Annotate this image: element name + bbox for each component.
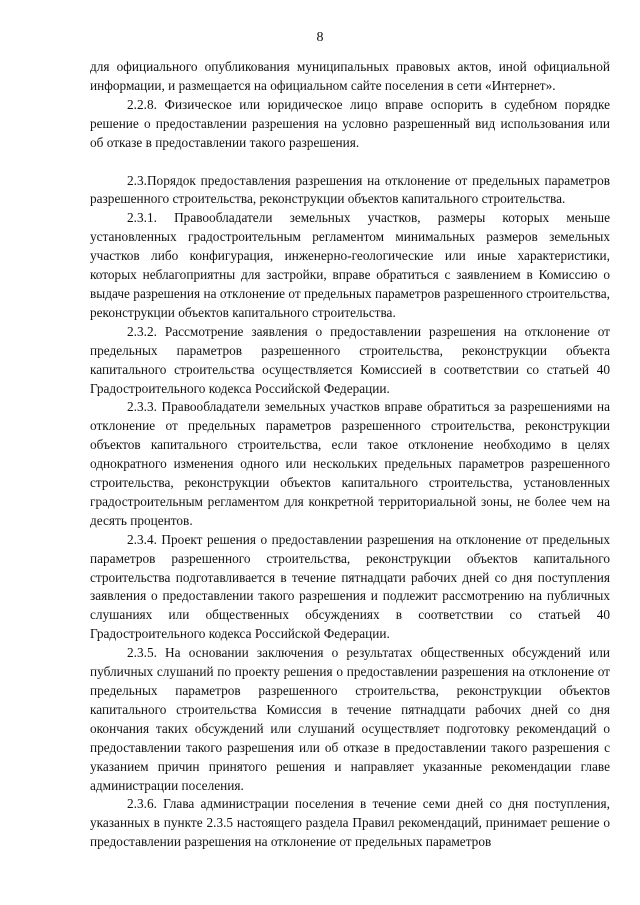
- paragraph-2-3-4: 2.3.4. Проект решения о предоставлении разрешения на отклонение от предельных параметров разрешенного строительства, реконструкции объектов капитального строительства подготавливается в течение пятнадцати рабочих дней со дня поступления заявления о предоставлении такого разрешения и подлежит рассмотрению на публичных слушаниях или общественных обсуждениях в соответствии со статьей 40 Градостроительного кодекса Российской Федерации.: [90, 531, 610, 642]
- page-number: 8: [316, 30, 324, 45]
- section-heading-2-3: 2.3.Порядок предоставления разрешения на отклонение от предельных параметров разрешенного строительства, реконструкции объектов капитального строительства.: [90, 172, 610, 207]
- paragraph-2-2-8: 2.2.8. Физическое или юридическое лицо вправе оспорить в судебном порядке решение о предоставлении разрешения на условно разрешенный вид использования или об отказе в предоставлении такого разрешения.: [90, 96, 610, 150]
- document-body: [90, 58, 610, 852]
- paragraph-2-3-5: 2.3.5. На основании заключения о результатах общественных обсуждений или публичных слушаний по проекту решения о предоставлении разрешения на отклонение от предельных параметров разрешенного строительства, реконструкции объектов капитального строительства Комиссия в течение пятнадцати рабочих дней со дня окончания таких обсуждений или слушаний осуществляет подготовку рекомендаций о предоставлении такого разрешения или об отказе в предоставлении такого разрешения с указанием причин принятого решения и направляет указанные рекомендации главе администрации поселения.: [90, 645, 610, 793]
- paragraph-2-3-2: 2.3.2. Рассмотрение заявления о предоставлении разрешения на отклонение от предельных параметров разрешенного строительства, реконструкции объекта капитального строительства осуществляется Комиссией в соответствии со статьей 40 Градостроительного кодекса Российской Федерации.: [90, 323, 610, 396]
- paragraph-2-3-3: 2.3.3. Правообладатели земельных участков вправе обратиться за разрешениями на отклонение от предельных параметров разрешенного строительства, реконструкции объектов капитального строительства, если такое отклонение необходимо в целях однократного изменения одного или нескольких предельных параметров разрешенного строительства, реконструкции объектов капитального строительства, установленных градостроительным регламентом для конкретной территориальной зоны, не более чем на десять процентов.: [90, 399, 610, 528]
- paragraph-continuation: для официального опубликования муниципальных правовых актов, иной официальной информации, и размещается на официальном сайте поселения в сети «Интернет».: [90, 59, 610, 93]
- paragraph-2-3-1: 2.3.1. Правообладатели земельных участков, размеры которых меньше установленных градостроительным регламентом минимальных размеров земельных участков либо конфигурация, инженерно-геологические или иные характеристики, которых неблагоприятны для застройки, вправе обратиться с заявлением в Комиссию о выдаче разрешения на отклонение от предельных параметров разрешенного строительства, реконструкции объектов капитального строительства.: [90, 210, 610, 320]
- paragraph-2-3-6: 2.3.6. Глава администрации поселения в течение семи дней со дня поступления, указанных в пункте 2.3.5 настоящего раздела Правил рекомендаций, принимает решение о предоставлении разрешения на отклонение от предельных параметров: [90, 796, 610, 850]
